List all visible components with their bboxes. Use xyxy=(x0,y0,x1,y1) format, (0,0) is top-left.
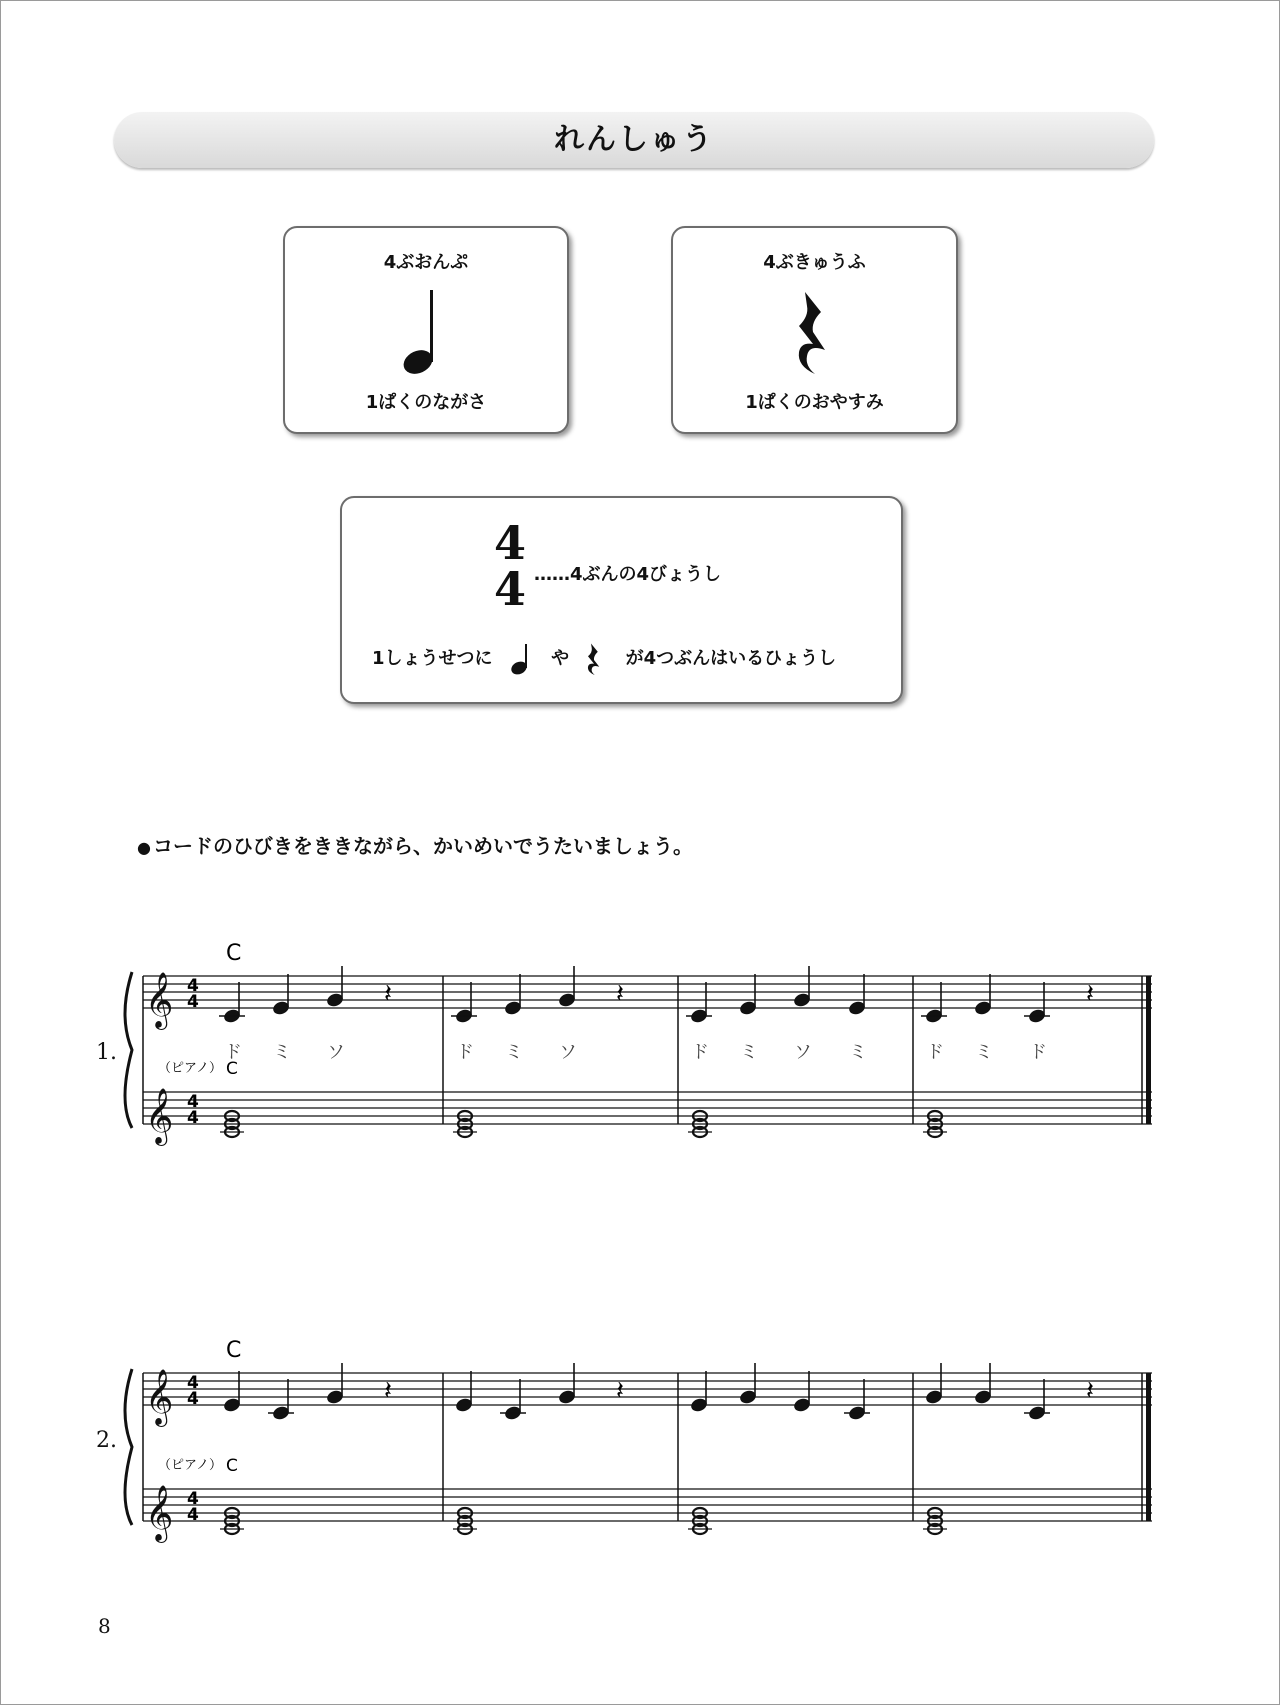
solfege-syllable: ド xyxy=(456,1042,474,1063)
quarter-rest-desc: 1ぱくのおやすみ xyxy=(745,392,884,413)
piano-label: （ピアノ） xyxy=(158,1458,222,1473)
chord-symbol: C xyxy=(226,1338,242,1363)
page-number: 8 xyxy=(98,1614,111,1638)
quarter-rest: 𝄽 xyxy=(1086,979,1094,1009)
solfege-syllable: ド xyxy=(1029,1042,1047,1063)
quarter-rest: 𝄽 xyxy=(384,1376,392,1406)
piano-chord-symbol: C xyxy=(226,1059,238,1079)
time-signature-meaning: ……4ぶんの4びょうし xyxy=(534,564,722,585)
final-barline-thick xyxy=(1146,1373,1151,1521)
exercise-2-score xyxy=(0,1327,1280,1557)
brace xyxy=(125,1369,132,1525)
solfege-syllable: ソ xyxy=(327,1042,345,1063)
quarter-rest-name: 4ぶきゅうふ xyxy=(763,252,866,273)
quarter-note-icon xyxy=(398,284,458,376)
chord-symbol: C xyxy=(226,941,242,966)
solfege-syllable: ミ xyxy=(849,1042,867,1063)
quarter-rest: 𝄽 xyxy=(616,979,624,1009)
time-signature-bottom: 4 xyxy=(187,1389,199,1409)
quarter-note-card xyxy=(283,226,569,434)
time-signature-card xyxy=(340,496,903,704)
treble-clef-icon: 𝄞 xyxy=(145,1485,174,1541)
time-signature-bottom: 4 xyxy=(187,1108,199,1128)
exercise-number: 1. xyxy=(96,1040,117,1065)
time-signature-symbol: 4 4 xyxy=(493,516,526,616)
time-signature-bottom: 4 xyxy=(187,1505,199,1525)
time-signature-top: 4 xyxy=(187,1373,199,1393)
treble-clef-icon: 𝄞 xyxy=(145,1088,174,1144)
piano-chord-symbol: C xyxy=(226,1456,238,1476)
brace xyxy=(125,972,132,1128)
treble-clef-icon: 𝄞 xyxy=(145,972,174,1028)
solfege-syllable: ソ xyxy=(559,1042,577,1063)
quarter-rest-icon xyxy=(791,288,835,378)
piano-label: （ピアノ） xyxy=(158,1061,222,1076)
solfege-syllable: ド xyxy=(224,1042,242,1063)
quarter-note-desc: 1ぱくのながさ xyxy=(365,392,487,413)
solfege-syllable: ソ xyxy=(794,1042,812,1063)
quarter-rest: 𝄽 xyxy=(384,979,392,1009)
treble-clef-icon: 𝄞 xyxy=(145,1369,174,1425)
quarter-rest: 𝄽 xyxy=(616,1376,624,1406)
exercise-instruction: ● コードのひびきをききながら、かいめいでうたいましょう。 xyxy=(137,834,693,858)
quarter-rest-card xyxy=(671,226,958,434)
quarter-rest: 𝄽 xyxy=(1086,1376,1094,1406)
time-signature-explanation: 1しょうせつに や が4つぶんはいるひょうし xyxy=(372,642,836,676)
page-title: れんしゅう xyxy=(554,122,714,157)
final-barline-thick xyxy=(1146,976,1151,1124)
time-signature-bottom: 4 xyxy=(187,992,199,1012)
quarter-note-icon xyxy=(509,642,535,676)
time-signature-top: 4 xyxy=(187,1489,199,1509)
exercise-1-score xyxy=(0,930,1280,1160)
solfege-syllable: ミ xyxy=(273,1042,291,1063)
solfege-syllable: ミ xyxy=(505,1042,523,1063)
quarter-note-name: 4ぶおんぷ xyxy=(383,252,469,273)
time-signature-top: 4 xyxy=(187,1092,199,1112)
bullet-icon: ● xyxy=(137,838,151,857)
section-title-bar xyxy=(114,112,1154,168)
time-signature-top: 4 xyxy=(187,976,199,996)
quarter-rest-icon xyxy=(585,642,609,676)
solfege-syllable: ミ xyxy=(740,1042,758,1063)
solfege-syllable: ド xyxy=(691,1042,709,1063)
exercise-number: 2. xyxy=(96,1428,117,1453)
solfege-syllable: ミ xyxy=(975,1042,993,1063)
solfege-syllable: ド xyxy=(926,1042,944,1063)
